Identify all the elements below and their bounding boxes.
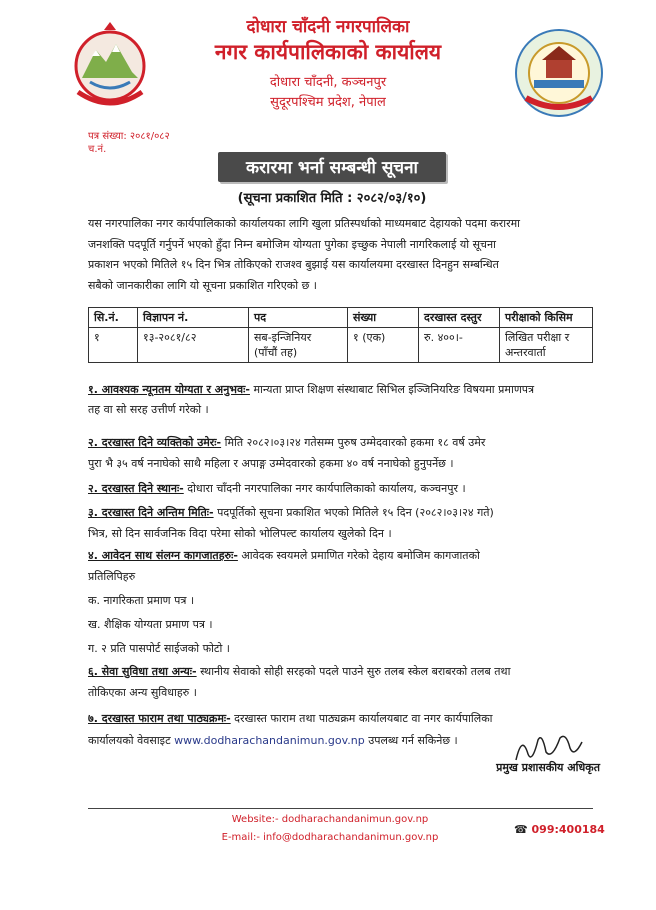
province-line: सुदूरपश्चिम प्रदेश, नेपाल: [270, 95, 386, 110]
address-line: दोधारा चाँदनी, कञ्चनपुर: [269, 75, 387, 90]
point-label: ४. आवेदन साथ संलग्न कागजातहरुः-: [88, 549, 238, 562]
cell-fee: रु. ४००।-: [419, 328, 500, 363]
footer-email: E-mail:- info@dodharachandanimun.gov.np: [221, 832, 439, 843]
col-header-exam: परीक्षाको किसिम: [500, 308, 593, 328]
website-link[interactable]: www.dodharachandanimun.gov.np: [174, 734, 365, 747]
intro-line: सबैको जानकारीका लागि यो सूचना प्रकाशित गरिएको छ ।: [88, 278, 317, 292]
point-label: १. आवश्यक न्यूनतम योग्यता र अनुभवः-: [88, 383, 250, 396]
point-deadline: [88, 504, 593, 522]
point-age: [88, 434, 593, 452]
point-forms: [88, 710, 593, 728]
intro-line: यस नगरपालिका नगर कार्यपालिकाको कार्यालयका लागि खुला प्रतिस्पर्धाको माध्यमबाट देहायको पदमा करारमा: [88, 217, 521, 230]
post-level: (पाँचौं तह): [254, 346, 298, 359]
point-deadline-cont: भित्र, सो दिन सार्वजनिक विदा परेमा सोको भोलिपल्ट कार्यालय खुलेको दिन ।: [88, 527, 392, 540]
point-text: पदपूर्तिको सूचना प्रकाशित भएको मितिले १५ दिन (२०८२।०३।२४ गते): [213, 506, 494, 519]
point-facilities-cont: तोकिएका अन्य सुविधाहरु ।: [88, 686, 197, 699]
document-item: ख. शैक्षिक योग्यता प्रमाण पत्र ।: [88, 618, 213, 631]
phone-number: 099:400184: [531, 823, 605, 836]
phone-icon: ☎: [514, 823, 532, 836]
document-item: ग. २ प्रति पासपोर्ट साईजको फोटो ।: [88, 642, 230, 655]
notice-publish-date: (सूचना प्रकाशित मिति : २०८२/०३/१०): [237, 191, 427, 206]
point-qualification: [88, 381, 593, 399]
point-label: २. दरखास्त दिने स्थानः-: [88, 482, 184, 495]
municipality-name: दोधारा चाँदनी नगरपालिका: [246, 17, 410, 37]
office-name: नगर कार्यपालिकाको कार्यालय: [214, 40, 442, 64]
point-text: दरखास्त फाराम तथा पाठ्यक्रम कार्यालयबाट वा नगर कार्यपालिका: [230, 712, 493, 725]
point-age-cont: पुरा भै ३५ वर्ष ननाघेको साथै महिला र अपाङ्ग उम्मेदवारको हकमा ४० वर्ष ननाघेको हुनुपर्नेछ ।: [88, 457, 454, 470]
point-text: स्थानीय सेवाको सोही सरहको पदले पाउने सुरु तलब स्केल बराबरको तलब तथा: [196, 665, 511, 678]
intro-paragraph: [88, 214, 593, 296]
point-text: मिति २०८२।०३।२४ गतेसम्म पुरुष उम्मेदवारको हकमा १८ वर्ष उमेर: [221, 436, 486, 449]
col-header-fee: दरखास्त दस्तुर: [419, 308, 500, 328]
point-text: आवेदक स्वयमले प्रमाणित गरेको देहाय बमोजिम कागजातको: [237, 549, 480, 562]
notice-title: करारमा भर्ना सम्बन्धी सूचना: [246, 158, 418, 178]
footer-divider: [88, 808, 593, 809]
cell-post: [249, 328, 348, 363]
post-name: सब-इन्जिनियर: [254, 331, 312, 344]
intro-line: जनशक्ति पदपूर्ति गर्नुपर्ने भएको हुँदा निम्न बमोजिम योग्यता पुगेका इच्छुक नेपाली नागरिकलाई यो सूचना: [88, 237, 496, 251]
forms-text: उपलब्ध गर्न सकिनेछ ।: [364, 734, 458, 747]
point-text: दोधारा चाँदनी नगरपालिका नगर कार्यपालिकाको कार्यालय, कञ्चनपुर ।: [183, 482, 466, 495]
col-header-post: पद: [249, 308, 348, 328]
cell-adv-no: १३-२०८१/८२: [138, 328, 249, 363]
point-label: ७. दरखास्त फाराम तथा पाठ्यक्रमः-: [88, 712, 231, 725]
point-facilities: [88, 663, 593, 681]
point-place: [88, 480, 593, 498]
cell-exam: लिखित परीक्षा र अन्तरवार्ता: [500, 328, 593, 363]
cell-count: १ (एक): [348, 328, 419, 363]
point-label: २. दरखास्त दिने व्यक्तिको उमेरः-: [88, 436, 222, 449]
document-item: क. नागरिकता प्रमाण पत्र ।: [88, 594, 195, 607]
point-label: ३. दरखास्त दिने अन्तिम मितिः-: [88, 506, 214, 519]
point-documents-cont: प्रतिलिपिहरु: [88, 570, 136, 583]
table-header-row: [89, 308, 593, 328]
intro-line: प्रकाशन भएको मितिले १५ दिन भित्र तोकिएको राजश्व बुझाई यस कार्यालयमा दरखास्त दिनहुन सम्बन्धित: [88, 258, 499, 271]
col-header-sn: सि.नं.: [89, 308, 138, 328]
cell-sn: १: [89, 328, 138, 363]
signatory-title: प्रमुख प्रशासकीय अधिकृत: [496, 761, 600, 774]
dispatch-number: च.नं.: [88, 144, 107, 155]
letter-number: पत्र संख्या: २०८१/०८२: [88, 131, 170, 142]
point-qualification-cont: तह वा सो सरह उत्तीर्ण गरेको ।: [88, 403, 209, 416]
col-header-count: संख्या: [348, 308, 419, 328]
municipality-logo: [514, 28, 604, 118]
point-text: मान्यता प्राप्त शिक्षण संस्थाबाट सिभिल इञ्जिनियरिङ विषयमा प्रमाणपत्र: [249, 383, 535, 396]
vacancy-table: [88, 307, 593, 363]
forms-text: कार्यालयको वेवसाइट: [88, 734, 175, 747]
point-documents: [88, 547, 593, 565]
government-emblem: [70, 22, 150, 112]
footer-phone: [514, 823, 605, 836]
point-label: ६. सेवा सुविधा तथा अन्यः-: [88, 665, 197, 678]
col-header-adv-no: विज्ञापन नं.: [138, 308, 249, 328]
table-row: [89, 328, 593, 363]
footer-website: Website:- dodharachandanimun.gov.np: [231, 814, 429, 825]
